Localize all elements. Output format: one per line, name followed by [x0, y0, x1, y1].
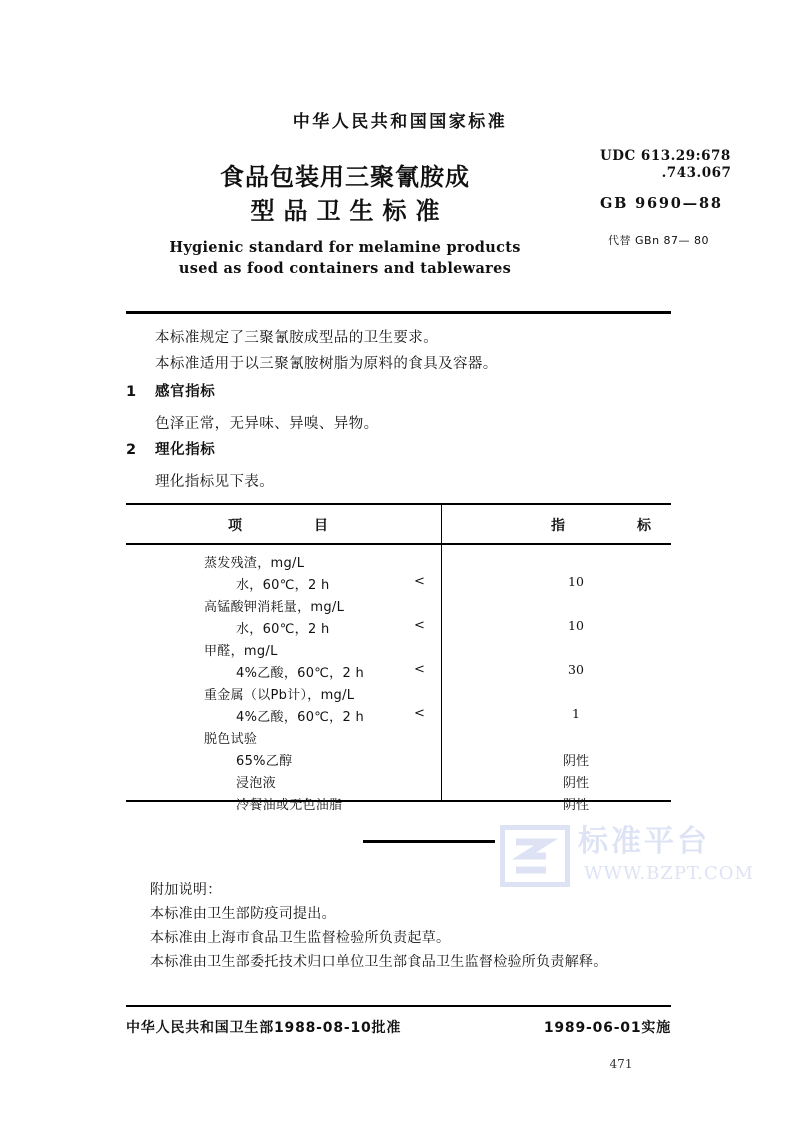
- header-divider-rule: [126, 311, 671, 314]
- section-2-body: 理化指标见下表。: [155, 474, 275, 490]
- table-row-label: 冷餐油或无色油脂: [236, 798, 343, 813]
- table-row: [126, 794, 671, 816]
- table-row-operator: <: [414, 662, 425, 677]
- table-row-value: 阴性: [562, 798, 589, 813]
- table-row-value: 10: [568, 618, 584, 633]
- scope-paragraph: [155, 325, 498, 377]
- table-row: [126, 618, 671, 640]
- table-row: [126, 574, 671, 596]
- approval-statement: 中华人民共和国卫生部1988-08-10批准: [126, 1020, 402, 1036]
- table-row-label: 脱色试验: [204, 732, 258, 747]
- english-title-line-2: used as food containers and tablewares: [178, 260, 512, 277]
- notes-line-2: 本标准由上海市食品卫生监督检验所负责起草。: [150, 930, 451, 946]
- table-row: [126, 640, 671, 662]
- notes-line-1: 本标准由卫生部防疫司提出。: [150, 906, 336, 922]
- table-row: [126, 750, 671, 772]
- scope-line-1: 本标准规定了三聚氰胺成型品的卫生要求。: [155, 330, 439, 346]
- table-row: [126, 552, 671, 574]
- table-row-label: 重金属（以Pb计），mg/L: [204, 688, 355, 703]
- table-row: [126, 772, 671, 794]
- section-heading-1: [126, 380, 215, 401]
- table-header-item: 项目: [228, 518, 400, 534]
- gb-standard-number: GB 9690—88: [600, 195, 723, 212]
- table-row-label: 4%乙酸，60℃，2 h: [236, 666, 365, 681]
- watermark-url: WWW.BZPT.COM: [584, 863, 754, 884]
- table-row-label: 65%乙醇: [236, 754, 293, 769]
- page-number: 471: [609, 1057, 633, 1071]
- table-row: [126, 728, 671, 750]
- section-1-title: 感官指标: [155, 384, 216, 400]
- table-row-value: 30: [568, 662, 584, 677]
- table-row-label: 蒸发残渣，mg/L: [204, 556, 305, 571]
- english-title-line-1: Hygienic standard for melamine products: [169, 239, 521, 256]
- table-row: [126, 684, 671, 706]
- section-2-title: 理化指标: [155, 442, 216, 458]
- udc-code-line-2: .743.067: [661, 165, 732, 181]
- section-1-number: 1: [126, 384, 137, 400]
- table-row-value: 阴性: [562, 776, 589, 791]
- table-top-rule: [126, 503, 671, 505]
- english-title: [135, 237, 555, 279]
- table-row-label: 浸泡液: [236, 776, 276, 791]
- table-row-label: 水，60℃，2 h: [236, 622, 330, 637]
- table-row: [126, 706, 671, 728]
- separator-short-rule: [363, 840, 495, 843]
- document-title: [135, 160, 555, 228]
- table-row-value: 1: [572, 706, 580, 721]
- watermark-text: 标准平台: [578, 824, 710, 859]
- section-2-number: 2: [126, 442, 137, 458]
- replaces-standard-note: 代替 GBn 87— 80: [608, 234, 710, 247]
- notes-title: 附加说明：: [150, 882, 222, 898]
- footer-divider-rule: [126, 1005, 671, 1007]
- scope-line-2: 本标准适用于以三聚氰胺树脂为原料的食具及容器。: [155, 356, 498, 372]
- table-row-operator: <: [414, 618, 425, 633]
- udc-code-line-1: UDC 613.29:678: [600, 148, 731, 164]
- section-heading-2: [126, 438, 215, 459]
- table-header-rule: [126, 543, 671, 545]
- table-row: [126, 662, 671, 684]
- document-title-line-1: 食品包装用三聚氰胺成: [220, 163, 470, 191]
- implementation-date: 1989-06-01实施: [543, 1020, 671, 1036]
- table-body: [126, 552, 671, 816]
- table-row: [126, 596, 671, 618]
- table-header-spec: 指标: [551, 518, 723, 534]
- standard-metadata-block: [600, 148, 775, 248]
- table-row-label: 4%乙酸，60℃，2 h: [236, 710, 365, 725]
- national-standard-label: 中华人民共和国国家标准: [292, 112, 508, 132]
- notes-line-3: 本标准由卫生部委托技术归口单位卫生部食品卫生监督检验所负责解释。: [150, 954, 608, 970]
- section-1-body: 色泽正常，无异味、异嗅、异物。: [155, 416, 379, 432]
- table-row-value: 10: [568, 574, 584, 589]
- document-title-line-2: 型品卫生标准: [250, 197, 449, 225]
- table-row-label: 高锰酸钾消耗量，mg/L: [204, 600, 345, 615]
- table-row-operator: <: [414, 706, 425, 721]
- table-row-label: 甲醛，mg/L: [204, 644, 278, 659]
- table-row-operator: <: [414, 574, 425, 589]
- supplementary-notes: [150, 878, 608, 974]
- table-row-label: 水，60℃，2 h: [236, 578, 330, 593]
- table-row-value: 阴性: [562, 754, 589, 769]
